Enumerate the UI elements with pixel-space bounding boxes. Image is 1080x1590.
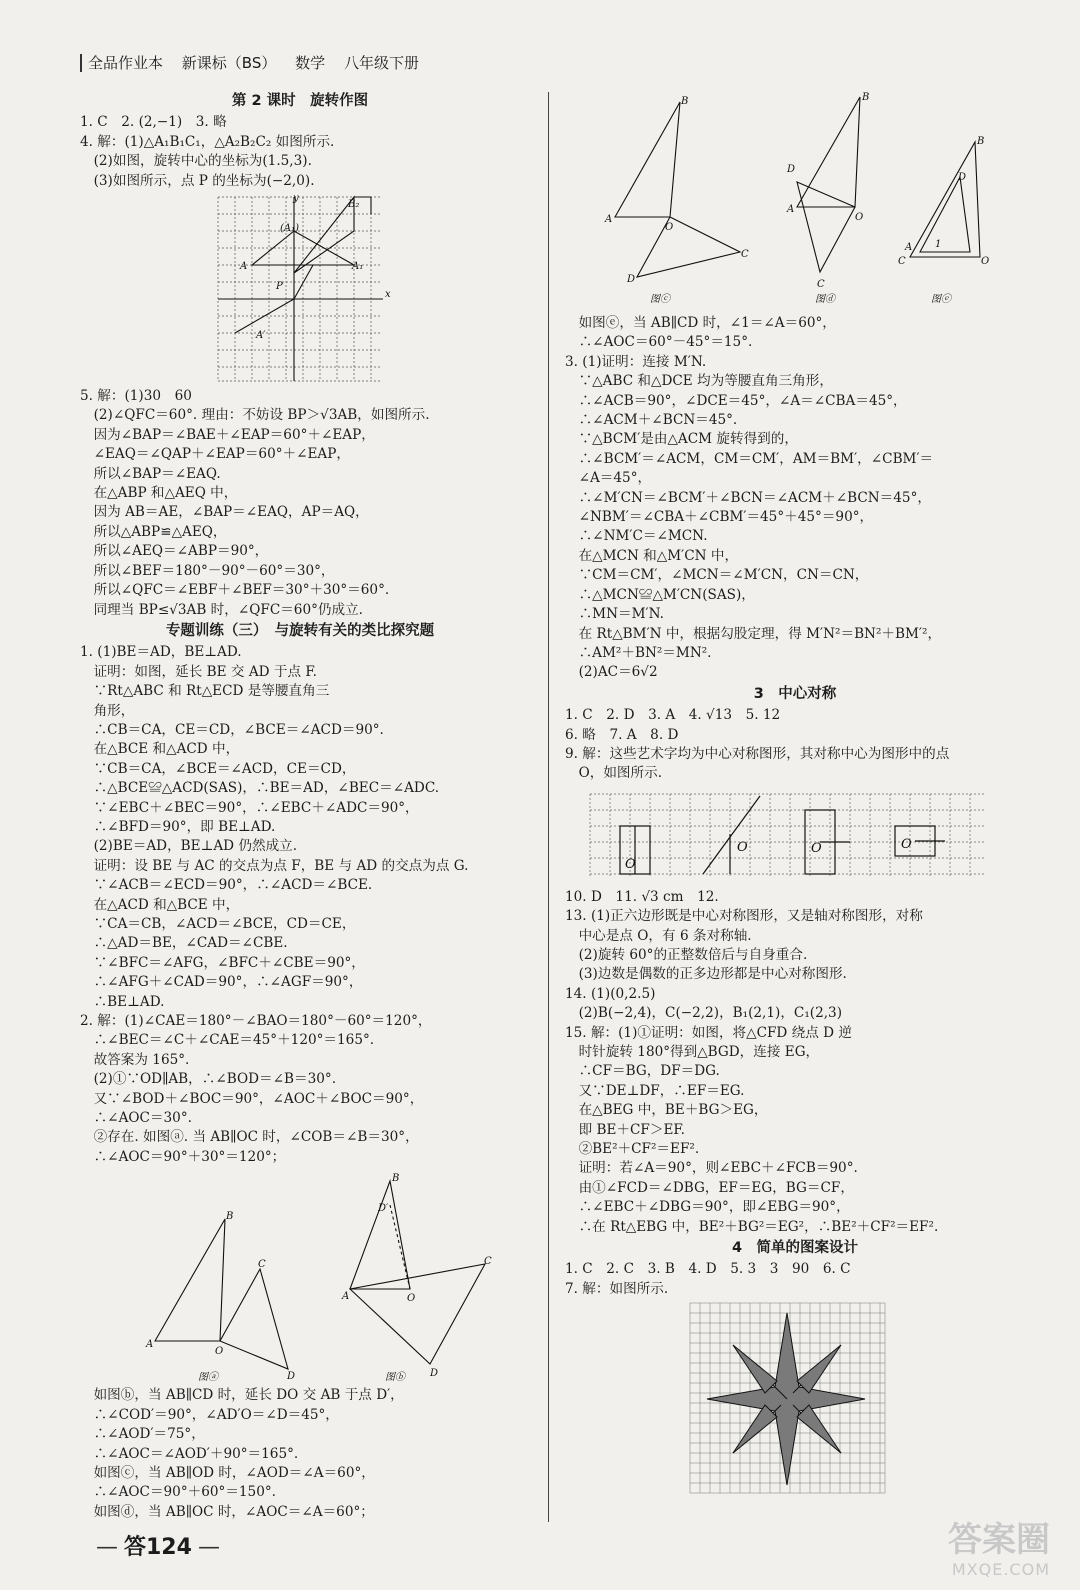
answer-block: 如图ⓔ，当 AB∥CD 时，∠1＝∠A＝60°， ∴∠AOC＝60°－45°＝15°. 3. (1)证明：连接 M′N. ∵△ABC 和△DCE 均为等腰直角三角形， ∴∠ACB＝90°，∠DCE＝45°，∠A＝∠CBA＝45°， ∴∠ACM＋∠BCN＝45°. ∵△BCM′是由△ACM 旋转得到的， ∴∠BCM′＝∠ACM，CM＝CM′，AM＝BM′，∠CBM′＝ ∠A＝45°， ∴∠M′CN＝∠BCM′＋∠BCN＝∠ACM＋∠BCN＝45°， ∠NBM′＝∠CBA＋∠CBM′＝45°＋45°＝90°， ∴∠NM′C＝∠MCN. 在△MCN 和△M′CN 中， ∵CM＝CM′，∠MCN＝∠M′CN，CN＝CN， ∴△MCN≌△M′CN(SAS)， ∴MN＝M′N. 在 Rt△BM′N 中，根据勾股定理，得 M′N²＝BN²＋BM′²， ∴AM²＋BN²＝MN². (2)AC＝6√2: [565, 315, 942, 681]
svg-text:A₁: A₁: [352, 261, 364, 273]
svg-text:B: B: [862, 92, 870, 103]
svg-text:A: A: [146, 1339, 154, 1351]
figure-caption: 图ⓔ: [931, 294, 951, 305]
edition: 新课标（BS）: [181, 54, 277, 72]
svg-text:B: B: [681, 96, 689, 107]
answer-block: 如图ⓑ，当 AB∥CD 时，延长 DO 交 AB 于点 D′， ∴∠COD′＝90°，∠AD′O＝∠D＝45°， ∴∠AOD′＝75°， ∴∠AOC＝∠AOD′＋90°＝165°. 如图ⓒ，当 AB∥OD 时，∠AOD＝∠A＝60°， ∴∠AOC＝90°＋60°＝150°. 如图ⓓ，当 AB∥OC 时，∠AOC＝∠A＝60°；: [80, 1387, 404, 1520]
svg-text:A: A: [342, 1291, 350, 1303]
svg-text:D′: D′: [378, 1203, 389, 1215]
page-footer: — 答124 —: [96, 1535, 220, 1560]
answer-block: 1. C 2. (2,−1) 3. 略 4. 解：(1)△A₁B₁C₁，△A₂B₂C₂ 如图所示. (2)如图，旋转中心的坐标为(1.5,3). (3)如图所示，点 P 的坐标为(−2,0).: [80, 114, 335, 189]
star-pattern-figure: [565, 1301, 1025, 1501]
svg-text:O: O: [407, 1293, 416, 1305]
right-column: [565, 90, 1025, 1503]
grade: 八年级下册: [343, 54, 419, 72]
column-divider: [548, 92, 549, 1522]
page-header: [80, 52, 433, 73]
figure-caption: 图ⓑ: [385, 1372, 405, 1384]
svg-text:C: C: [484, 1256, 492, 1268]
answer-block: 5. 解：(1)30 60 (2)∠QFC＝60°. 理由：不妨设 BP＞√3AB，如图所示. 因为∠BAP＝∠BAE＋∠EAP＝60°＋∠EAP， ∠EAQ＝∠QAP＋∠EAP＝60°＋∠EAP， 所以∠BAP＝∠EAQ. 在△ABP 和△AEQ 中， 因为 AB＝AE，∠BAP＝∠EAQ，AP＝AQ， 所以△ABP≌△AEQ， 所以∠AEQ＝∠ABP＝90°， 所以∠BEF＝180°－90°－60°＝30°， 所以∠QFC＝∠EBF＋∠BEF＝30°＋30°＝60°. 同理当 BP≤√3AB 时，∠QFC＝60°仍成立.: [80, 388, 430, 618]
brand-name: 全品作业本: [80, 54, 169, 72]
figures-a-b: [80, 1169, 520, 1384]
svg-text:A: A: [787, 204, 795, 215]
coordinate-grid-figure: [80, 193, 520, 385]
svg-text:B: B: [392, 1173, 400, 1185]
svg-text:y: y: [293, 193, 299, 205]
svg-text:O: O: [215, 1346, 224, 1358]
svg-text:B₂: B₂: [348, 199, 360, 211]
svg-text:P: P: [276, 281, 283, 293]
svg-text:D: D: [287, 1371, 296, 1383]
figure-caption: 图ⓒ: [650, 294, 670, 305]
svg-text:A′: A′: [256, 330, 266, 342]
section-title: 第 2 课时 旋转作图: [231, 93, 369, 109]
section-title: 专题训练（三） 与旋转有关的类比探究题: [165, 622, 435, 639]
watermark: 答案圈 MXQE.COM: [948, 1520, 1050, 1579]
svg-text:x: x: [385, 289, 391, 301]
art-characters-figure: [565, 786, 1025, 886]
svg-text:O: O: [981, 256, 990, 267]
svg-text:1: 1: [935, 239, 942, 250]
figure-caption: 图ⓐ: [198, 1372, 218, 1384]
answer-block: 1. C 2. D 3. A 4. √13 5. 12 6. 略 7. A 8. D 9. 解：这些艺术字均为中心对称图形，其对称中心为图形中的点 O，如图所示.: [565, 707, 950, 782]
svg-text:O: O: [625, 856, 636, 872]
svg-text:C: C: [898, 256, 906, 267]
svg-text:O: O: [855, 212, 864, 223]
svg-text:O: O: [811, 840, 822, 856]
answer-block: 10. D 11. √3 cm 12. 13. (1)正六边形既是中心对称图形，又是轴对称图形，对称 中心是点 O，有 6 条对称轴. (2)旋转 60°的正整数倍后与自身重合. (3)边数是偶数的正多边形都是中心对称图形. 14. (1)(0,2.5) (2)B(−2,4)，C(−2,2)，B₁(2,1)，C₁(2,3) 15. 解：(1)①证明：如图，将△CFD 绕点 D 逆 时针旋转 180°得到△BGD，连接 EG， ∴CF＝BG，DF＝DG. 又∵DE⊥DF，∴EF＝EG. 在△BEG 中，BE＋BG＞EG， 即 BE＋CF＞EF. ②BE²＋CF²＝EF². 证明：若∠A＝90°，则∠EBC＋∠FCB＝90°. 由①∠FCD＝∠DBG，EF＝EG，BG＝CF， ∴∠EBC＋∠DBG＝90°，即∠EBG＝90°， ∴在 Rt△EBG 中，BE²＋BG²＝EG²，∴BE²＋CF²＝EF².: [565, 888, 939, 1235]
subject: 数学: [295, 54, 326, 72]
page-number: 答124: [124, 1535, 192, 1560]
svg-text:O: O: [901, 836, 912, 852]
answer-block: 1. (1)BE＝AD，BE⊥AD. 证明：如图，延长 BE 交 AD 于点 F. ∵Rt△ABC 和 Rt△ECD 是等腰直角三 角形， ∴CB＝CA，CE＝CD，∠BCE＝∠ACD＝90°. 在△BCE 和△ACD 中， ∵CB＝CA，∠BCE＝∠ACD，CE＝CD， ∴△BCE≌△ACD(SAS)，∴BE＝AD，∠BEC＝∠ADC. ∵∠EBC＋∠BEC＝90°，∴∠EBC＋∠ADC＝90°， ∴∠BFD＝90°，即 BE⊥AD. (2)BE＝AD，BE⊥AD 仍然成立. 证明：设 BE 与 AC 的交点为点 F，BE 与 AD 的交点为点 G. ∵∠ACB＝∠ECD＝90°，∴∠ACD＝∠BCE. 在△ACD 和△BCE 中， ∵CA＝CB，∠ACD＝∠BCE，CD＝CE， ∴△AD＝BE，∠CAD＝∠CBE. ∵∠BFC＝∠AFG，∠BFC＋∠CBE＝90°， ∴∠AFG＋∠CAD＝90°，∴∠AGF＝90°， ∴BE⊥AD. 2. 解：(1)∠CAE＝180°－∠BAO＝180°－60°＝120°， ∴∠BEC＝∠C＋∠CAE＝45°＋120°＝165°. 故答案为 165°. (2)①∵OD∥AB，∴∠BOD＝∠B＝30°. 又∵∠BOD＋∠BOC＝90°，∠AOC＋∠BOC＝90°， ∴∠AOC＝30°. ②存在. 如图ⓐ. 当 AB∥OC 时，∠COB＝∠B＝30°， ∴∠AOC＝90°＋30°＝120°；: [80, 644, 469, 1165]
left-column: [80, 90, 520, 1522]
svg-text:C: C: [817, 279, 825, 290]
svg-text:(A₁): (A₁): [280, 223, 300, 235]
svg-text:A: A: [605, 214, 613, 225]
svg-text:B: B: [977, 136, 985, 147]
svg-text:O: O: [665, 222, 674, 233]
svg-text:C: C: [741, 249, 749, 260]
svg-text:C: C: [258, 1259, 266, 1271]
svg-text:D: D: [430, 1368, 439, 1380]
figure-caption: 图ⓓ: [815, 294, 835, 305]
answer-block: 1. C 2. C 3. B 4. D 5. 3 3 90 6. C 7. 解：如图所示.: [565, 1261, 851, 1297]
svg-text:D: D: [787, 164, 796, 175]
svg-text:B: B: [226, 1211, 234, 1223]
figures-c-d-e: [565, 92, 1025, 312]
section-title: 3 中心对称: [753, 685, 837, 702]
section-title: 4 简单的图案设计: [731, 1240, 859, 1257]
svg-text:A: A: [905, 242, 913, 253]
svg-text:D: D: [958, 172, 967, 183]
svg-text:O: O: [737, 839, 748, 855]
svg-text:D: D: [627, 274, 636, 285]
svg-text:A: A: [240, 261, 248, 273]
